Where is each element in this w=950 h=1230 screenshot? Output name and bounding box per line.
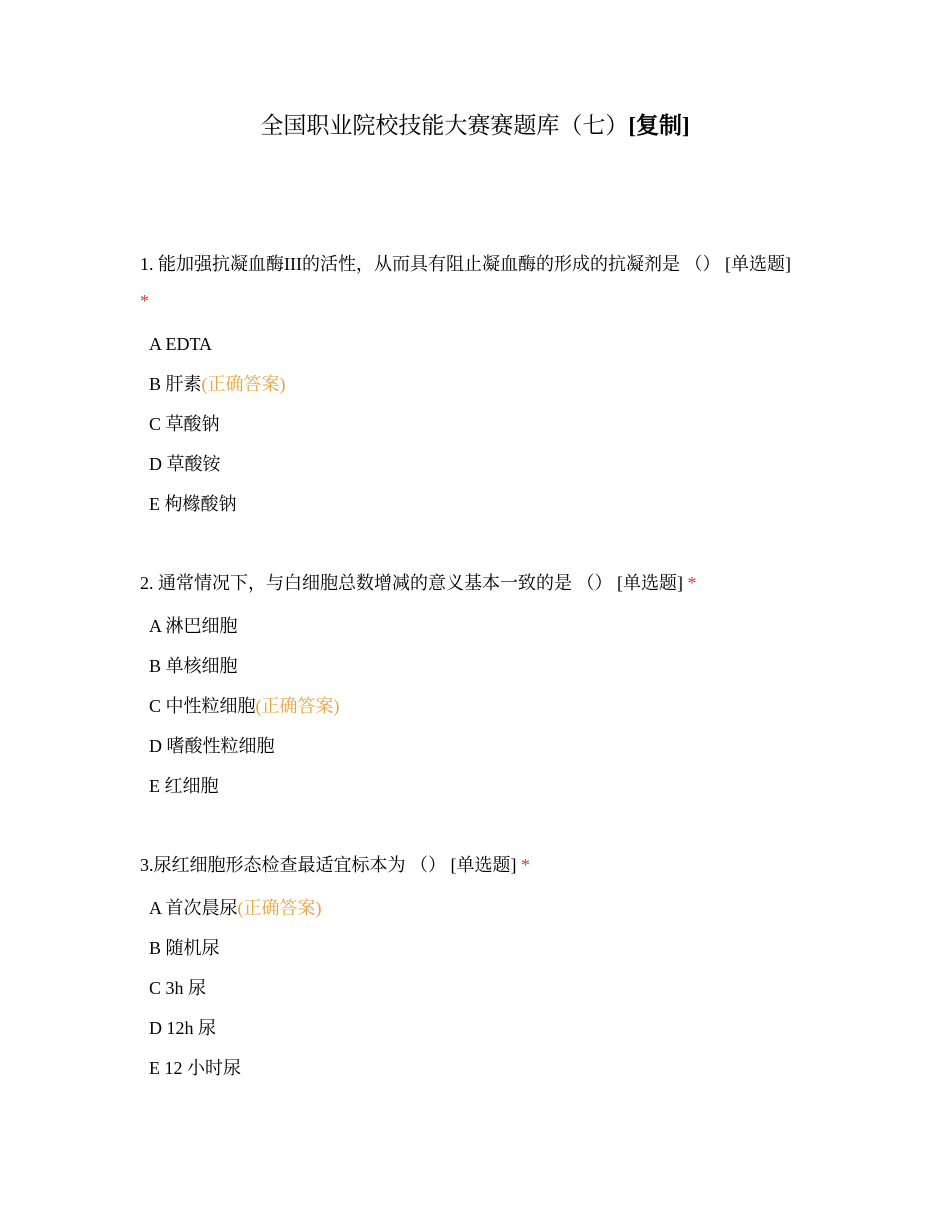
option-label: A EDTA (149, 334, 213, 354)
option-a[interactable] (149, 324, 800, 364)
correct-answer-tag: (正确答案) (237, 898, 322, 918)
option-label: C 草酸钠 (149, 414, 220, 434)
option-label: B 随机尿 (149, 938, 220, 958)
option-label: E 红细胞 (149, 776, 219, 796)
option-label: A 首次晨尿 (149, 898, 238, 918)
option-b[interactable] (149, 928, 800, 968)
option-label: B 肝素 (149, 374, 202, 394)
option-e[interactable] (149, 766, 800, 806)
option-label: D 草酸铵 (149, 454, 221, 474)
question-1-text: 1. 能加强抗凝血酶III的活性，从而具有阻止凝血酶的形成的抗凝剂是 （） [单选题] (140, 254, 791, 274)
option-label: B 单核细胞 (149, 656, 238, 676)
title-copy-tag: [复制] (628, 113, 690, 138)
option-label: E 12 小时尿 (149, 1058, 241, 1078)
correct-answer-tag: (正确答案) (201, 374, 286, 394)
required-marker: * (521, 855, 530, 875)
option-label: D 12h 尿 (149, 1018, 216, 1038)
required-marker: * (140, 291, 149, 311)
option-a[interactable] (149, 888, 800, 928)
question-2 (140, 565, 800, 806)
option-label: D 嗜酸性粒细胞 (149, 736, 275, 756)
option-label: C 中性粒细胞 (149, 696, 256, 716)
required-marker: * (687, 573, 697, 593)
option-e[interactable] (149, 1048, 800, 1088)
option-e[interactable] (149, 484, 800, 524)
option-c[interactable] (149, 686, 800, 726)
option-list (140, 888, 800, 1088)
option-b[interactable] (149, 364, 800, 404)
question-2-text: 2. 通常情况下，与白细胞总数增减的意义基本一致的是 （） [单选题] (140, 573, 683, 593)
option-label: E 枸橼酸钠 (149, 494, 237, 514)
question-3 (140, 847, 800, 1088)
option-c[interactable] (149, 968, 800, 1008)
option-label: C 3h 尿 (149, 978, 207, 998)
option-d[interactable] (149, 1008, 800, 1048)
question-text (140, 847, 800, 884)
question-text (140, 565, 800, 602)
question-text (140, 246, 800, 320)
option-c[interactable] (149, 404, 800, 444)
option-d[interactable] (149, 444, 800, 484)
option-a[interactable] (149, 606, 800, 646)
correct-answer-tag: (正确答案) (255, 696, 340, 716)
option-label: A 淋巴细胞 (149, 616, 238, 636)
question-3-text: 3.尿红细胞形态检查最适宜标本为 （） [单选题] (140, 855, 517, 875)
option-d[interactable] (149, 726, 800, 766)
option-list (140, 606, 800, 806)
title-text: 全国职业院校技能大赛赛题库（七） (260, 113, 629, 138)
option-b[interactable] (149, 646, 800, 686)
option-list (140, 324, 800, 524)
question-1 (140, 246, 800, 524)
document-title (0, 110, 950, 142)
